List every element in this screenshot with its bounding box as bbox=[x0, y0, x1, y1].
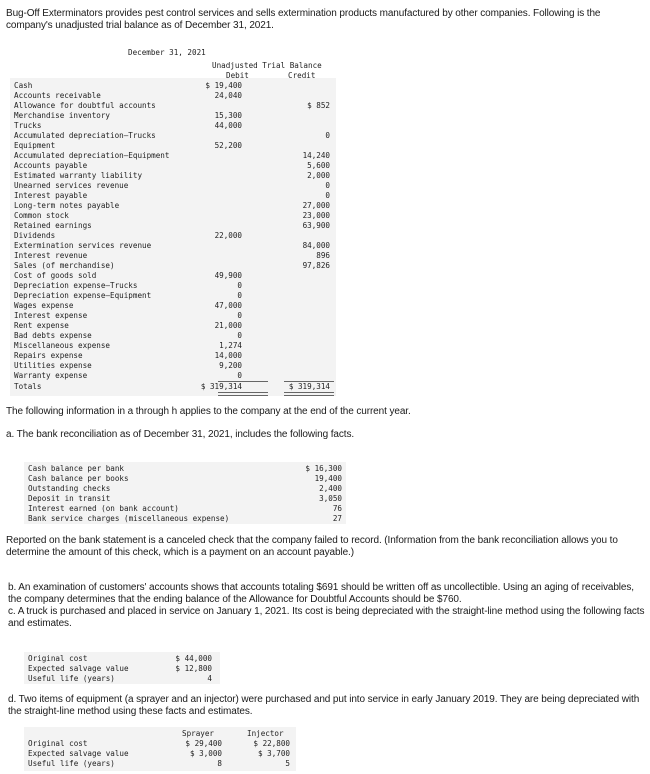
credit-column-header: Credit bbox=[288, 71, 316, 80]
equipment-fact-label: Original cost bbox=[28, 739, 88, 748]
item-c-text: c. A truck is purchased and placed in service on January 1, 2021. Its cost is being depreciated with the straight-line method using the following facts and estimates. bbox=[8, 606, 645, 629]
equipment-fact-label: Expected salvage value bbox=[28, 749, 129, 758]
account-name: Interest revenue bbox=[14, 251, 88, 260]
account-name: Dividends bbox=[14, 231, 56, 240]
debit-amount: $ 19,400 bbox=[205, 81, 242, 90]
account-name: Accounts receivable bbox=[14, 91, 101, 100]
trial-balance-row bbox=[14, 341, 332, 351]
credit-amount: 0 bbox=[325, 191, 330, 200]
debit-amount: 9,200 bbox=[219, 361, 242, 370]
account-name: Allowance for doubtful accounts bbox=[14, 101, 156, 110]
trial-balance-row bbox=[14, 171, 332, 181]
sprayer-value: $ 29,400 bbox=[185, 739, 222, 748]
bank-item-value: 2,400 bbox=[319, 484, 342, 493]
trial-balance-row bbox=[14, 201, 332, 211]
trial-balance-row bbox=[14, 361, 332, 371]
debit-total-double-rule bbox=[218, 392, 268, 396]
trial-balance-row bbox=[14, 161, 332, 171]
credit-amount: 0 bbox=[325, 131, 330, 140]
account-name: Common stock bbox=[14, 211, 69, 220]
sprayer-value: $ 3,000 bbox=[189, 749, 222, 758]
account-name: Miscellaneous expense bbox=[14, 341, 111, 350]
injector-column-header: Injector bbox=[247, 729, 284, 738]
account-name: Repairs expense bbox=[14, 351, 83, 360]
account-name: Long-term notes payable bbox=[14, 201, 120, 210]
credit-amount: 63,900 bbox=[302, 221, 330, 230]
debit-amount: 0 bbox=[237, 311, 242, 320]
trial-balance-row bbox=[14, 101, 332, 111]
injector-value: $ 3,700 bbox=[257, 749, 290, 758]
sprayer-value: 8 bbox=[217, 759, 222, 768]
account-name: Rent expense bbox=[14, 321, 69, 330]
debit-amount: 1,274 bbox=[219, 341, 242, 350]
debit-amount: 0 bbox=[237, 331, 242, 340]
trial-balance-row bbox=[14, 81, 332, 91]
item-d-text: d. Two items of equipment (a sprayer and an injector) were purchased and put into service in early January 2019. They are being depreciated with the straight-line method using these facts and estimates. bbox=[8, 694, 640, 717]
trial-balance-row bbox=[14, 241, 332, 251]
trial-balance-row bbox=[14, 311, 332, 321]
account-name: Cost of goods sold bbox=[14, 271, 97, 280]
trial-balance-row bbox=[14, 131, 332, 141]
credit-amount: $ 852 bbox=[307, 101, 330, 110]
debit-amount: 52,200 bbox=[214, 141, 242, 150]
bank-item-label: Deposit in transit bbox=[28, 494, 111, 503]
truck-fact-label: Original cost bbox=[28, 654, 88, 663]
credit-amount: 27,000 bbox=[302, 201, 330, 210]
account-name: Wages expense bbox=[14, 301, 74, 310]
trial-balance-row bbox=[14, 141, 332, 151]
item-a-text: a. The bank reconciliation as of December 31, 2021, includes the following facts. bbox=[6, 429, 355, 440]
account-name: Unearned services revenue bbox=[14, 181, 129, 190]
credit-amount: 84,000 bbox=[302, 241, 330, 250]
account-name: Cash bbox=[14, 81, 33, 90]
account-name: Interest payable bbox=[14, 191, 88, 200]
credit-amount: 14,240 bbox=[302, 151, 330, 160]
trial-balance-row bbox=[14, 271, 332, 281]
account-name: Utilities expense bbox=[14, 361, 92, 370]
debit-amount: 0 bbox=[237, 291, 242, 300]
account-name: Accumulated depreciation—Trucks bbox=[14, 131, 156, 140]
debit-amount: 0 bbox=[237, 281, 242, 290]
account-name: Retained earnings bbox=[14, 221, 92, 230]
sprayer-column-header: Sprayer bbox=[182, 729, 215, 738]
bank-item-label: Interest earned (on bank account) bbox=[28, 504, 179, 513]
bank-item-label: Outstanding checks bbox=[28, 484, 111, 493]
info-intro-text: The following information in a through h applies to the company at the end of the current year. bbox=[6, 406, 411, 417]
trial-balance-row bbox=[14, 191, 332, 201]
trial-balance-row bbox=[14, 291, 332, 301]
bank-item-label: Cash balance per books bbox=[28, 474, 129, 483]
debit-amount: 22,000 bbox=[214, 231, 242, 240]
total-credit: $ 319,314 bbox=[288, 382, 330, 391]
credit-amount: 23,000 bbox=[302, 211, 330, 220]
account-name: Accounts payable bbox=[14, 161, 88, 170]
debit-amount: 15,300 bbox=[214, 111, 242, 120]
truck-fact-value: $ 44,000 bbox=[175, 654, 212, 663]
account-name: Trucks bbox=[14, 121, 42, 130]
account-name: Bad debts expense bbox=[14, 331, 92, 340]
truck-fact-label: Expected salvage value bbox=[28, 664, 129, 673]
bank-item-label: Cash balance per bank bbox=[28, 464, 125, 473]
debit-amount: 21,000 bbox=[214, 321, 242, 330]
equipment-fact-label: Useful life (years) bbox=[28, 759, 115, 768]
trial-balance-row bbox=[14, 151, 332, 161]
truck-fact-value: $ 12,800 bbox=[175, 664, 212, 673]
bank-item-value: 76 bbox=[332, 504, 342, 513]
bank-item-value: $ 16,300 bbox=[305, 464, 342, 473]
account-name: Interest expense bbox=[14, 311, 88, 320]
debit-amount: 49,900 bbox=[214, 271, 242, 280]
trial-balance-date: December 31, 2021 bbox=[128, 48, 206, 57]
trial-balance-row bbox=[14, 111, 332, 121]
trial-balance-row bbox=[14, 211, 332, 221]
trial-balance-row bbox=[14, 121, 332, 131]
bank-item-value: 27 bbox=[332, 514, 342, 523]
bank-item-label: Bank service charges (miscellaneous expense) bbox=[28, 514, 230, 523]
injector-value: $ 22,800 bbox=[253, 739, 290, 748]
trial-balance-row bbox=[14, 221, 332, 231]
debit-amount: 44,000 bbox=[214, 121, 242, 130]
debit-amount: 24,040 bbox=[214, 91, 242, 100]
bank-item-value: 19,400 bbox=[314, 474, 342, 483]
total-debit: $ 319,314 bbox=[200, 382, 242, 391]
credit-amount: 2,000 bbox=[307, 171, 330, 180]
debit-column-header: Debit bbox=[226, 71, 249, 80]
account-name: Equipment bbox=[14, 141, 56, 150]
intro-text: Bug-Off Exterminators provides pest control services and sells extermination products manufactured by other companies. Following is the company's unadjusted trial balance as of December 31, 2021. bbox=[6, 8, 601, 31]
credit-amount: 97,826 bbox=[302, 261, 330, 270]
account-name: Depreciation expense—Trucks bbox=[14, 281, 138, 290]
trial-balance-row bbox=[14, 261, 332, 271]
trial-balance-row bbox=[14, 351, 332, 361]
account-name: Estimated warranty liability bbox=[14, 171, 143, 180]
trial-balance-row bbox=[14, 231, 332, 241]
account-name: Accumulated depreciation—Equipment bbox=[14, 151, 170, 160]
debit-amount: 47,000 bbox=[214, 301, 242, 310]
account-name: Depreciation expense—Equipment bbox=[14, 291, 152, 300]
totals-row bbox=[14, 382, 332, 392]
item-a-note: Reported on the bank statement is a canceled check that the company failed to record. (Information from the bank reconciliation allows you to determine the amount of this check, which is a payment on an account payable.) bbox=[6, 535, 618, 558]
credit-total-double-rule bbox=[284, 392, 334, 396]
truck-fact-value: 4 bbox=[207, 674, 212, 683]
bank-item-value: 3,050 bbox=[319, 494, 342, 503]
debit-amount: 0 bbox=[237, 371, 242, 380]
credit-amount: 896 bbox=[316, 251, 330, 260]
debit-amount: 14,000 bbox=[214, 351, 242, 360]
account-name: Sales (of merchandise) bbox=[14, 261, 115, 270]
account-name: Extermination services revenue bbox=[14, 241, 152, 250]
item-b-text: b. An examination of customers' accounts shows that accounts totaling $691 should be written off as uncollectible. Using an aging of receivables, the company determines that the ending balance of the Allowance for Doubtful Accounts should be $760. bbox=[8, 582, 634, 605]
trial-balance-header: Unadjusted Trial Balance bbox=[212, 61, 322, 70]
injector-value: 5 bbox=[285, 759, 290, 768]
trial-balance-row bbox=[14, 301, 332, 311]
trial-balance-row bbox=[14, 181, 332, 191]
trial-balance-row bbox=[14, 251, 332, 261]
account-name: Merchandise inventory bbox=[14, 111, 111, 120]
trial-balance-row bbox=[14, 331, 332, 341]
trial-balance-row bbox=[14, 281, 332, 291]
trial-balance-row bbox=[14, 321, 332, 331]
truck-fact-label: Useful life (years) bbox=[28, 674, 115, 683]
trial-balance-row bbox=[14, 371, 332, 381]
credit-amount: 5,600 bbox=[307, 161, 330, 170]
totals-label: Totals bbox=[14, 382, 42, 391]
credit-amount: 0 bbox=[325, 181, 330, 190]
trial-balance-row bbox=[14, 91, 332, 101]
account-name: Warranty expense bbox=[14, 371, 88, 380]
